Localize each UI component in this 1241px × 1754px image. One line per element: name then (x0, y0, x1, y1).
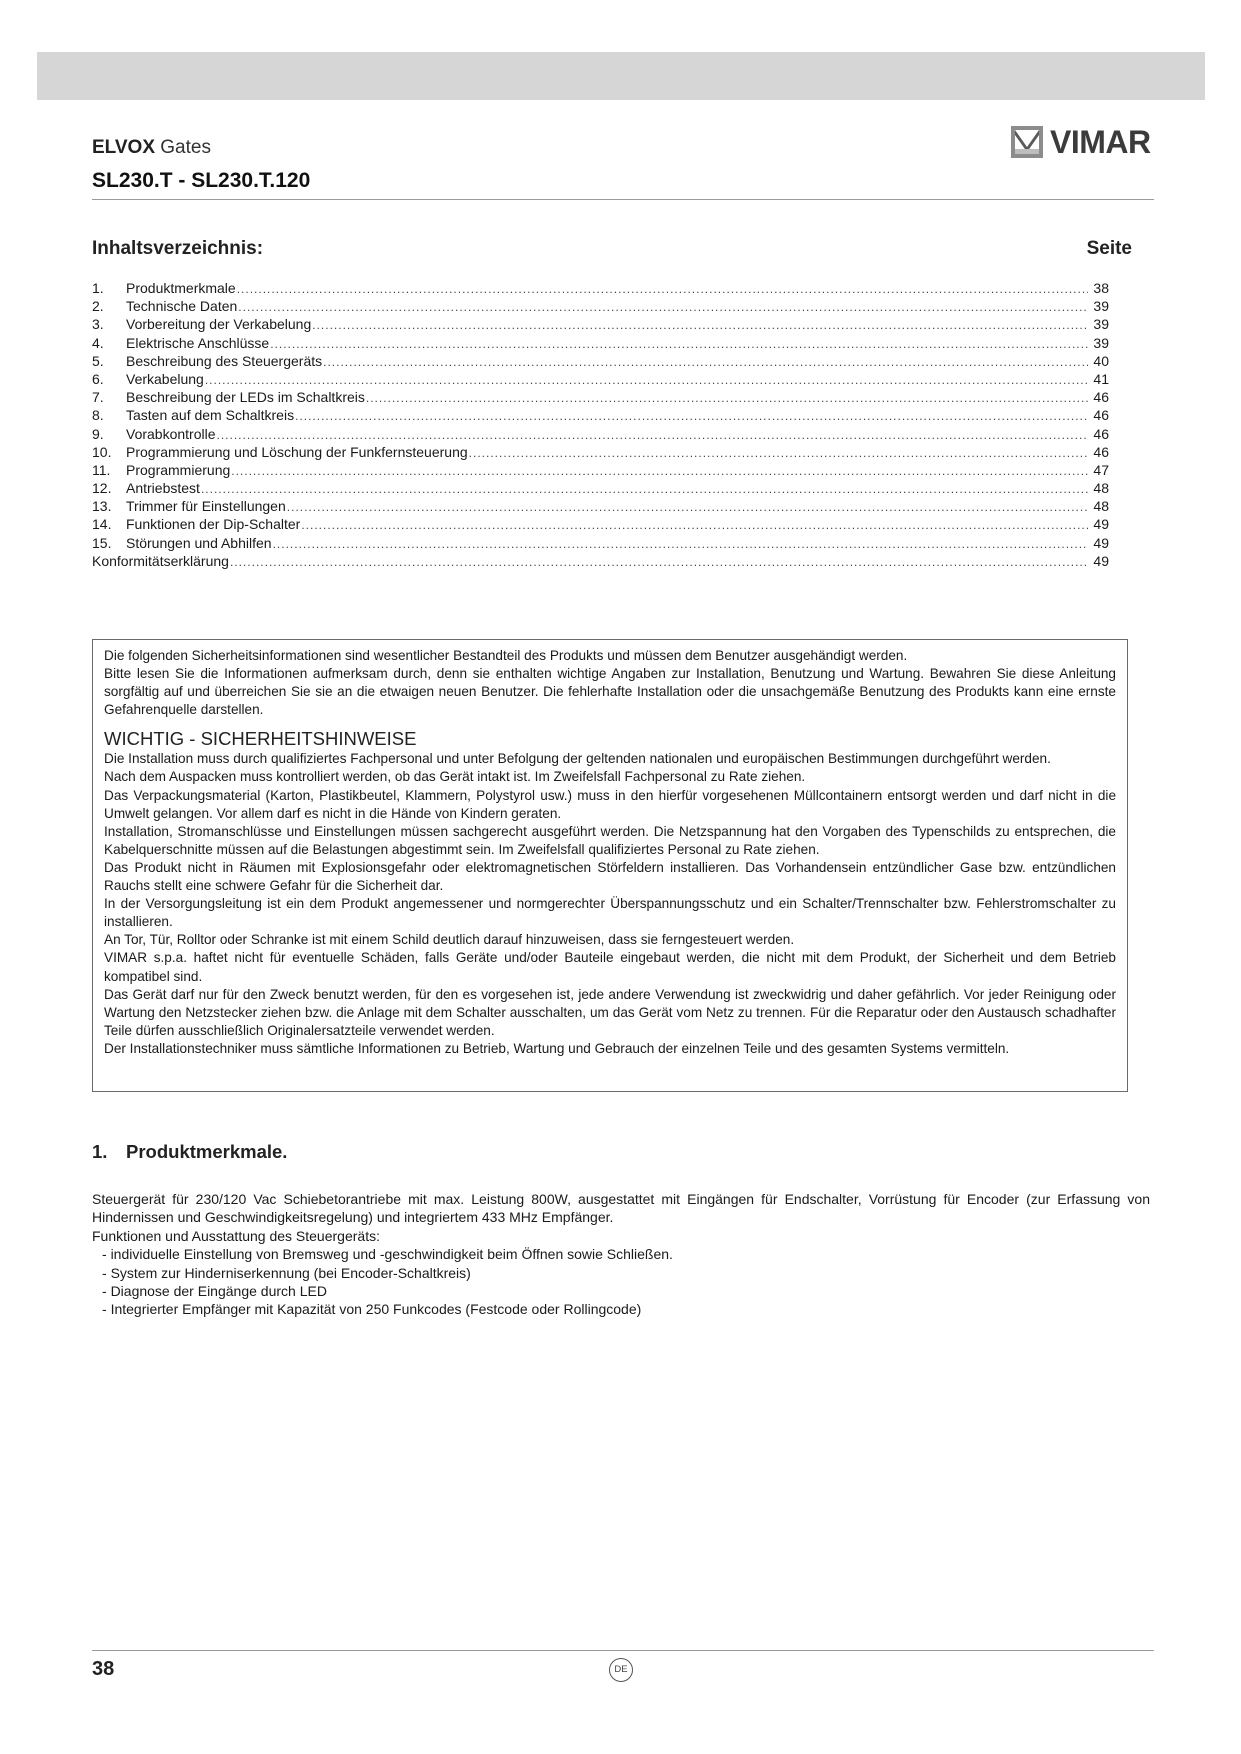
toc-entry[interactable] (92, 297, 1109, 315)
toc-entry-page: 39 (1093, 334, 1109, 351)
page-number: 38 (92, 1658, 115, 1680)
toc-entry-number: 1. (92, 280, 104, 296)
toc-entry[interactable] (92, 497, 1109, 515)
safety-paragraph: Installation, Stromanschlüsse und Einstellungen müssen sachgerecht ausgeführt werden. Die Netzspannung hat den Vorgaben des Typenschilds zu entsprechen, die Kabelquerschnitte müssen auf die Belastungen abgestimmt sein. Im Zweifelsfall qualifiziertes Personal zu Rate ziehen. (104, 823, 1116, 857)
toc-entry-title: Störungen und Abhilfen (126, 534, 272, 551)
features-label: Funktionen und Ausstattung des Steuergeräts: (92, 1227, 380, 1244)
toc-leader (270, 335, 1088, 353)
toc-entry[interactable] (92, 315, 1109, 333)
toc-entry-title: Trimmer für Einstellungen (126, 498, 286, 515)
toc-leader (273, 535, 1088, 553)
toc-entry[interactable] (92, 534, 1109, 552)
toc-entry-title: Tasten auf dem Schaltkreis (126, 407, 295, 424)
toc-entry-number: 3. (92, 316, 104, 333)
toc-entry-number: 10. (92, 443, 112, 460)
section-heading (92, 1141, 287, 1163)
safety-paragraph: Das Produkt nicht in Räumen mit Explosionsgefahr oder elektromagnetischen Störfeldern installieren. Das Vorhandensein entzündlicher Gase bzw. entzündlichen Rauchs stellt eine schwere Gefahr für die Sicherheit dar. (104, 859, 1116, 894)
safety-paragraph: Nach dem Auspacken muss kontrolliert werden, ob das Gerät intakt ist. Im Zweifelsfall Fachpersonal zu Rate ziehen. (104, 769, 806, 785)
toc-entry-title: Programmierung und Löschung der Funkfernsteuerung (126, 443, 468, 460)
toc-entry-title: Konformitätserklärung (92, 552, 229, 569)
toc-entry-page: 46 (1093, 425, 1109, 442)
toc-entry-page: 46 (1093, 407, 1109, 424)
toc-entry-page: 49 (1093, 516, 1109, 533)
toc-entry-title: Beschreibung des Steuergeräts (126, 352, 323, 369)
toc-entry-number: 6. (92, 370, 104, 387)
footer-divider (92, 1650, 1154, 1651)
brand-rest: Gates (155, 137, 211, 158)
toc-entry-title: Vorbereitung der Verkabelung (126, 316, 312, 333)
toc-entry-number: 4. (92, 334, 104, 351)
toc-entry-title: Beschreibung der LEDs im Schaltkreis (126, 389, 365, 406)
safety-paragraph: Die Installation muss durch qualifiziertes Fachpersonal und unter Befolgung der geltenden nationalen und europäischen Bestimmungen durchgeführt werden. (104, 751, 1051, 767)
toc-entry[interactable] (92, 461, 1109, 479)
toc-page-label: Seite (1086, 238, 1132, 259)
toc-entry[interactable] (92, 388, 1109, 406)
toc-leader (238, 298, 1088, 316)
toc-leader (366, 389, 1088, 407)
toc-entry-title: Funktionen der Dip-Schalter (126, 516, 301, 533)
toc-entry[interactable] (92, 515, 1109, 533)
safety-warning-title: WICHTIG - SICHERHEITSHINWEISE (104, 728, 417, 750)
toc-entry-number: 9. (92, 425, 104, 442)
section-body (92, 1190, 1150, 1319)
toc-entry-page: 38 (1093, 280, 1109, 296)
toc-entry-title: Produktmerkmale (126, 280, 236, 296)
toc-entry-title: Programmierung (126, 461, 231, 478)
toc-leader (295, 407, 1088, 425)
list-item: - Diagnose der Eingänge durch LED (92, 1282, 1150, 1300)
model-title: SL230.T - SL230.T.120 (92, 169, 311, 192)
toc-title: Inhaltsverzeichnis: (92, 238, 264, 259)
toc-entry[interactable] (92, 406, 1109, 424)
toc-entry-page: 48 (1093, 498, 1109, 515)
section-number: 1. (92, 1141, 108, 1162)
feature-list (92, 1245, 1150, 1319)
safety-paragraph: Das Verpackungsmaterial (Karton, Plastikbeutel, Klammern, Polystyrol usw.) muss in den hierfür vorgesehenen Müllcontainern entsorgt werden und darf nicht in die Umwelt gelangen. Vor allem darf es nicht in die Hände von Kindern geraten. (104, 787, 1116, 821)
toc-entry-number: 2. (92, 298, 104, 315)
toc-entry-page: 46 (1093, 443, 1109, 460)
toc-leader (230, 553, 1088, 571)
toc-entry-page: 39 (1093, 298, 1109, 315)
toc-entry[interactable] (92, 352, 1109, 370)
toc-leader (231, 462, 1088, 480)
safety-paragraph: Der Installationstechniker muss sämtliche Informationen zu Betrieb, Wartung und Gebrauch der einzelnen Teile und des gesamten Systems vermitteln. (104, 1040, 1010, 1056)
toc-entry-page: 48 (1093, 480, 1109, 497)
vimar-logo-text: VIMAR (1050, 123, 1151, 160)
top-banner (37, 52, 1205, 100)
list-item: - Integrierter Empfänger mit Kapazität von 250 Funkcodes (Festcode oder Rollingcode) (92, 1300, 1150, 1318)
section-intro: Steuergerät für 230/120 Vac Schiebetorantriebe mit max. Leistung 800W, ausgestattet mit Eingängen für Endschalter, Vorrüstung für Encoder (zur Erfassung von Hindernissen und Geschwindigkeitsregelung) und integriertem 433 MHz Empfänger. (92, 1191, 1150, 1226)
toc-entry-page: 39 (1093, 316, 1109, 333)
toc-entry[interactable] (92, 370, 1109, 388)
toc-entry[interactable] (92, 334, 1109, 352)
vimar-logo (1010, 124, 1151, 160)
list-item: - individuelle Einstellung von Bremsweg und -geschwindigkeit beim Öffnen sowie Schließen. (92, 1245, 1150, 1263)
toc-leader (237, 280, 1088, 298)
toc-entry[interactable] (92, 279, 1109, 297)
toc-entry-number: 12. (92, 480, 112, 497)
toc-entry-title: Verkabelung (126, 370, 204, 387)
toc-entry-conformity[interactable] (92, 552, 1109, 570)
toc-leader (323, 353, 1088, 371)
toc-entry-number: 7. (92, 389, 104, 406)
language-badge: DE (609, 1658, 633, 1682)
toc-entry-page: 47 (1093, 461, 1109, 478)
toc-leader (217, 426, 1088, 444)
toc-entry-page: 49 (1093, 534, 1109, 551)
toc-entry-page: 41 (1093, 370, 1109, 387)
vimar-logo-icon (1010, 125, 1044, 159)
section-title: Produktmerkmale. (126, 1141, 288, 1162)
toc-entry[interactable] (92, 479, 1109, 497)
toc-entry-title: Antriebstest (126, 480, 200, 497)
safety-paragraph: In der Versorgungsleitung ist ein dem Produkt angemessener und normgerechter Überspannungsschutz und ein Schalter/Trennschalter bzw. Fehlerstromschalter zu installieren. (104, 896, 1116, 930)
toc-entry-title: Vorabkontrolle (126, 425, 216, 442)
header-divider (92, 199, 1154, 200)
safety-paragraph: Das Gerät darf nur für den Zweck benutzt werden, für den es vorgesehen ist, jede andere Verwendung ist zweckwidrig und daher gefährlich. Vor jeder Reinigung oder Wartung den Netzstecker ziehen bzw. die Anlage mit dem Schalter ausschalten, um das Gerät vom Netz zu trennen. Für die Reparatur oder den Austausch schadhafter Teile dürfen ausschließlich Originalersatzteile verwendet werden. (104, 986, 1116, 1038)
safety-notice-box (92, 639, 1128, 1092)
toc-leader (312, 316, 1088, 334)
toc-entry[interactable] (92, 443, 1109, 461)
toc-leader (469, 444, 1088, 462)
toc-leader (201, 480, 1088, 498)
toc-leader (205, 371, 1088, 389)
toc-entry-number: 5. (92, 352, 104, 369)
safety-paragraph: VIMAR s.p.a. haftet nicht für eventuelle Schäden, falls Geräte und/oder Bauteile eingebaut werden, die nicht mit dem Produkt, der Sicherheit und dem Betrieb kompatibel sind. (104, 950, 1116, 984)
toc-entry-number: 11. (92, 461, 111, 478)
brand-name (92, 137, 211, 159)
toc-heading (92, 238, 1132, 260)
toc-entry-number: 13. (92, 498, 112, 515)
toc-entry-number: 14. (92, 516, 112, 533)
toc-leader (301, 516, 1088, 534)
toc-leader (287, 498, 1088, 516)
safety-paragraph: An Tor, Tür, Rolltor oder Schranke ist mit einem Schild deutlich darauf hinzuweisen, dass sie ferngesteuert werden. (104, 932, 795, 948)
table-of-contents (92, 279, 1109, 570)
toc-entry[interactable] (92, 425, 1109, 443)
toc-entry-number: 8. (92, 407, 104, 424)
toc-entry-page: 46 (1093, 389, 1109, 406)
brand-bold: ELVOX (92, 137, 155, 158)
list-item: - System zur Hinderniserkennung (bei Encoder-Schaltkreis) (92, 1264, 1150, 1282)
toc-entry-title: Technische Daten (126, 298, 238, 315)
toc-entry-page: 40 (1093, 352, 1109, 369)
safety-intro-paragraph: Bitte lesen Sie die Informationen aufmerksam durch, denn sie enthalten wichtige Angaben zur Installation, Benutzung und Wartung. Bewahren Sie diese Anleitung sorgfältig auf und überreichen Sie sie an die etwaigen neuen Benutzer. Die fehlerhafte Installation oder die unsachgemäße Benutzung des Produkts kann eine ernste Gefahrenquelle darstellen. (104, 666, 1116, 718)
safety-intro-line: Die folgenden Sicherheitsinformationen sind wesentlicher Bestandteil des Produkts und müssen dem Benutzer ausgehändigt werden. (104, 648, 908, 663)
toc-entry-number: 15. (92, 534, 112, 551)
toc-entry-page: 49 (1093, 552, 1109, 569)
toc-entry-title: Elektrische Anschlüsse (126, 334, 270, 351)
